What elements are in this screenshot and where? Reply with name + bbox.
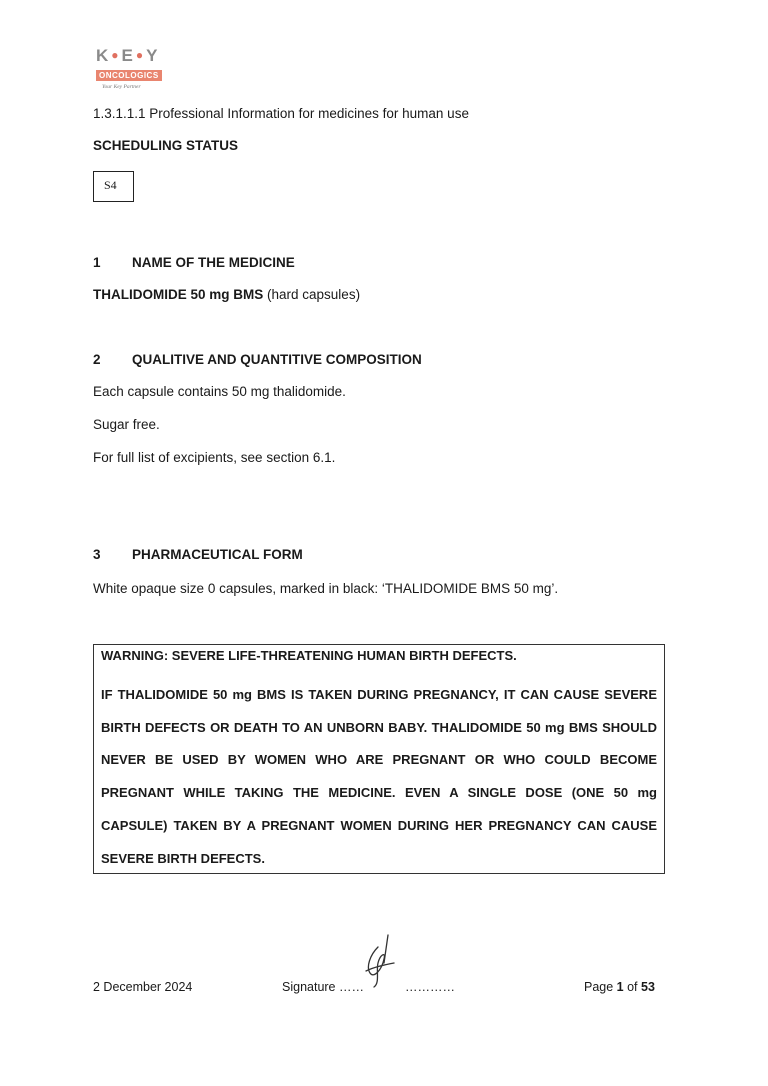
medicine-name-form: (hard capsules)	[263, 287, 361, 302]
section-2-heading	[93, 352, 422, 368]
handwritten-signature	[360, 933, 400, 991]
scheduling-status-box	[93, 171, 134, 202]
logo-tagline: Your Key Partner	[102, 84, 141, 90]
scheduling-status-heading: SCHEDULING STATUS	[93, 138, 238, 153]
section-2-number: 2	[93, 352, 101, 367]
medicine-name	[93, 287, 360, 303]
section-2-title: QUALITIVE AND QUANTITIVE COMPOSITION	[132, 352, 422, 367]
logo-key-letters: K ● E ● Y	[96, 46, 159, 65]
section-3-number: 3	[93, 547, 101, 562]
logo-letter-e: E	[121, 46, 134, 65]
section-1-heading	[93, 255, 295, 271]
footer-signature-label: Signature ……	[282, 980, 364, 994]
document-reference: 1.3.1.1.1 Professional Information for medicines for human use	[93, 106, 469, 121]
footer-signature-dots: …………	[405, 980, 455, 994]
section-1-number: 1	[93, 255, 101, 270]
logo-letter-y: Y	[146, 46, 159, 65]
page-total: 53	[641, 980, 655, 994]
page-of: of	[623, 980, 641, 994]
composition-line-2: Sugar free.	[93, 417, 160, 432]
page-prefix: Page	[584, 980, 617, 994]
section-1-title: NAME OF THE MEDICINE	[132, 255, 295, 270]
composition-line-1: Each capsule contains 50 mg thalidomide.	[93, 384, 346, 399]
medicine-name-bold: THALIDOMIDE 50 mg BMS	[93, 287, 264, 302]
warning-body: IF THALIDOMIDE 50 mg BMS IS TAKEN DURING PREGNANCY, IT CAN CAUSE SEVERE BIRTH DEFECTS OR DEATH TO AN UNBORN BABY. THALIDOMIDE 50 mg BMS SHOULD NEVER BE USED BY WOMEN WHO ARE PREGNANT OR WHO COULD BECOME PREGNANT WHILE TAKING THE MEDICINE. EVEN A SINGLE DOSE (ONE 50 mg CAPSULE) TAKEN BY A PREGNANT WOMEN DURING HER PREGNANCY CAN CAUSE SEVERE BIRTH DEFECTS.	[101, 687, 657, 866]
warning-title: WARNING: SEVERE LIFE-THREATENING HUMAN BIRTH DEFECTS.	[101, 648, 517, 663]
logo-letter-k: K	[96, 46, 110, 65]
section-3-heading	[93, 547, 303, 563]
footer-date: 2 December 2024	[93, 980, 193, 994]
section-3-title: PHARMACEUTICAL FORM	[132, 547, 303, 562]
company-logo	[96, 46, 166, 90]
scheduling-status-value: S4	[104, 178, 117, 192]
logo-oncologics: ONCOLOGICS	[96, 70, 162, 81]
boxed-warning	[93, 644, 665, 874]
pharmaceutical-form-text: White opaque size 0 capsules, marked in black: ‘THALIDOMIDE BMS 50 mg’.	[93, 581, 559, 596]
page-current: 1	[616, 980, 624, 994]
footer-page-number	[584, 980, 655, 994]
composition-line-3: For full list of excipients, see section 6.1.	[93, 450, 336, 465]
